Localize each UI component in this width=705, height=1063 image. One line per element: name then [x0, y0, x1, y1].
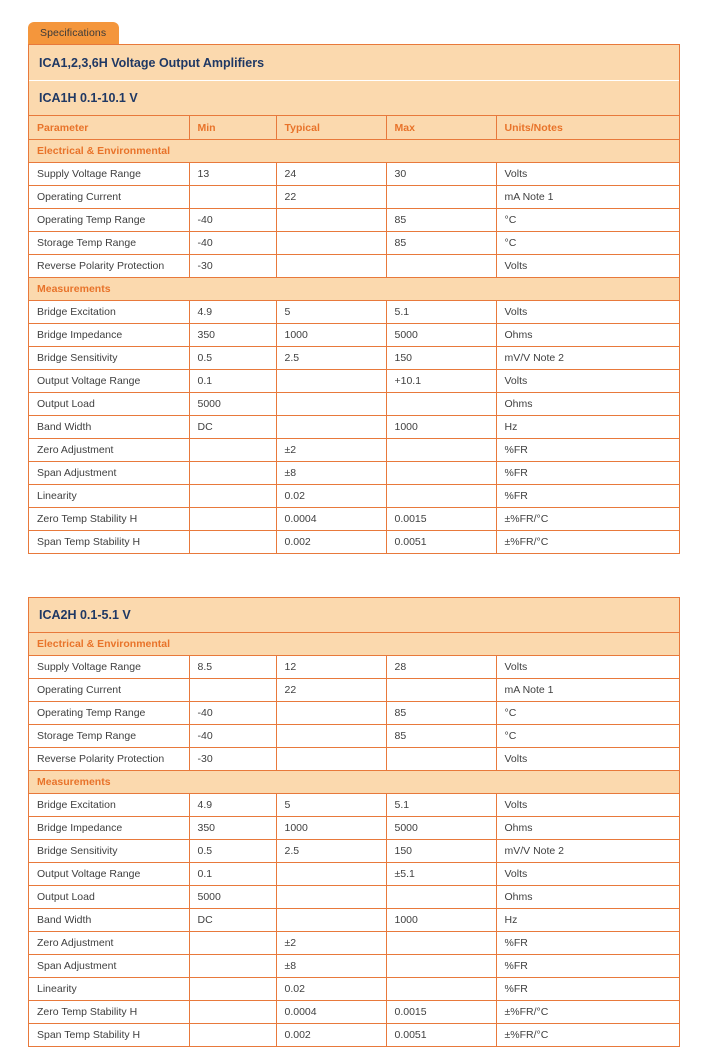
cell-max: 5.1	[386, 301, 496, 324]
table-row	[29, 656, 679, 679]
spec-table-panel-ica2h	[28, 597, 680, 1047]
cell-units: ±%FR/°C	[496, 508, 679, 531]
tab-specifications[interactable]: Specifications	[28, 22, 119, 44]
cell-min	[189, 1024, 276, 1047]
spec-table	[29, 598, 679, 1046]
column-header-1: Min	[189, 116, 276, 140]
table-row	[29, 679, 679, 702]
cell-typical: 0.0004	[276, 1001, 386, 1024]
table-subtitle-row	[29, 598, 679, 633]
cell-min: -40	[189, 232, 276, 255]
cell-units: Volts	[496, 255, 679, 278]
cell-parameter: Reverse Polarity Protection	[29, 255, 189, 278]
cell-typical: 22	[276, 186, 386, 209]
cell-max	[386, 886, 496, 909]
cell-min	[189, 439, 276, 462]
cell-parameter: Output Voltage Range	[29, 863, 189, 886]
cell-typical	[276, 702, 386, 725]
cell-typical: 22	[276, 679, 386, 702]
cell-units: ±%FR/°C	[496, 531, 679, 554]
cell-parameter: Linearity	[29, 978, 189, 1001]
spec-table-panel-ica1h	[28, 44, 680, 554]
column-header-2: Typical	[276, 116, 386, 140]
cell-min: -30	[189, 748, 276, 771]
cell-min: -40	[189, 209, 276, 232]
cell-typical	[276, 370, 386, 393]
cell-typical	[276, 886, 386, 909]
cell-typical: 5	[276, 794, 386, 817]
cell-parameter: Operating Current	[29, 679, 189, 702]
cell-max	[386, 485, 496, 508]
cell-typical: ±8	[276, 955, 386, 978]
table-row	[29, 370, 679, 393]
table-row	[29, 324, 679, 347]
cell-max	[386, 932, 496, 955]
cell-units: Hz	[496, 416, 679, 439]
cell-parameter: Bridge Sensitivity	[29, 347, 189, 370]
cell-min: 4.9	[189, 794, 276, 817]
cell-max: 0.0015	[386, 508, 496, 531]
table-row	[29, 347, 679, 370]
cell-units: mA Note 1	[496, 679, 679, 702]
table-row	[29, 416, 679, 439]
spec-table	[29, 45, 679, 553]
cell-max: 0.0015	[386, 1001, 496, 1024]
cell-parameter: Band Width	[29, 416, 189, 439]
cell-min	[189, 508, 276, 531]
column-header-0: Parameter	[29, 116, 189, 140]
cell-max: 1000	[386, 909, 496, 932]
section-header-row	[29, 771, 679, 794]
cell-parameter: Operating Current	[29, 186, 189, 209]
table-row	[29, 439, 679, 462]
cell-typical	[276, 232, 386, 255]
cell-parameter: Supply Voltage Range	[29, 163, 189, 186]
cell-min: DC	[189, 416, 276, 439]
cell-min: 0.1	[189, 863, 276, 886]
cell-parameter: Zero Temp Stability H	[29, 508, 189, 531]
cell-typical: 5	[276, 301, 386, 324]
table-row	[29, 393, 679, 416]
cell-units: mA Note 1	[496, 186, 679, 209]
cell-typical: ±8	[276, 462, 386, 485]
cell-parameter: Bridge Sensitivity	[29, 840, 189, 863]
table-row	[29, 725, 679, 748]
table-row	[29, 932, 679, 955]
cell-units: Volts	[496, 656, 679, 679]
cell-max	[386, 393, 496, 416]
cell-typical	[276, 209, 386, 232]
cell-min	[189, 932, 276, 955]
table-row	[29, 794, 679, 817]
cell-max	[386, 955, 496, 978]
table-subtitle: ICA1H 0.1-10.1 V	[29, 81, 679, 116]
cell-min: 5000	[189, 393, 276, 416]
spec-table-body	[29, 45, 679, 553]
cell-units: Volts	[496, 748, 679, 771]
cell-typical: 1000	[276, 817, 386, 840]
cell-max: 5000	[386, 817, 496, 840]
cell-units: ±%FR/°C	[496, 1001, 679, 1024]
cell-max: 0.0051	[386, 531, 496, 554]
cell-parameter: Bridge Impedance	[29, 324, 189, 347]
cell-units: Ohms	[496, 817, 679, 840]
table-row	[29, 886, 679, 909]
cell-min: 0.5	[189, 840, 276, 863]
cell-min: -40	[189, 725, 276, 748]
cell-parameter: Band Width	[29, 909, 189, 932]
cell-typical	[276, 393, 386, 416]
cell-parameter: Bridge Excitation	[29, 301, 189, 324]
cell-parameter: Span Temp Stability H	[29, 531, 189, 554]
cell-max: ±5.1	[386, 863, 496, 886]
cell-min	[189, 978, 276, 1001]
cell-max	[386, 978, 496, 1001]
section-header-label: Electrical & Environmental	[29, 140, 679, 163]
table-row	[29, 255, 679, 278]
table-row	[29, 955, 679, 978]
cell-units: Ohms	[496, 393, 679, 416]
cell-parameter: Zero Temp Stability H	[29, 1001, 189, 1024]
cell-typical: ±2	[276, 932, 386, 955]
cell-units: %FR	[496, 932, 679, 955]
cell-min: -30	[189, 255, 276, 278]
cell-typical: 2.5	[276, 347, 386, 370]
cell-units: %FR	[496, 978, 679, 1001]
cell-typical: 0.0004	[276, 508, 386, 531]
cell-typical: 2.5	[276, 840, 386, 863]
cell-typical	[276, 909, 386, 932]
cell-min	[189, 186, 276, 209]
cell-parameter: Bridge Impedance	[29, 817, 189, 840]
cell-typical	[276, 863, 386, 886]
table-row	[29, 863, 679, 886]
section-header-row	[29, 140, 679, 163]
cell-max	[386, 679, 496, 702]
table-title: ICA1,2,3,6H Voltage Output Amplifiers	[29, 45, 679, 81]
cell-max: 0.0051	[386, 1024, 496, 1047]
cell-typical: 12	[276, 656, 386, 679]
cell-parameter: Output Load	[29, 393, 189, 416]
cell-units: mV/V Note 2	[496, 347, 679, 370]
cell-typical: 1000	[276, 324, 386, 347]
table-row	[29, 209, 679, 232]
cell-min	[189, 485, 276, 508]
cell-max: 5000	[386, 324, 496, 347]
cell-typical	[276, 748, 386, 771]
cell-min: 8.5	[189, 656, 276, 679]
cell-min: -40	[189, 702, 276, 725]
cell-parameter: Output Load	[29, 886, 189, 909]
cell-typical	[276, 255, 386, 278]
cell-units: Volts	[496, 301, 679, 324]
cell-units: Volts	[496, 163, 679, 186]
cell-units: Volts	[496, 863, 679, 886]
cell-max: 5.1	[386, 794, 496, 817]
cell-max	[386, 255, 496, 278]
section-header-label: Measurements	[29, 278, 679, 301]
cell-typical	[276, 416, 386, 439]
cell-max	[386, 439, 496, 462]
cell-units: Hz	[496, 909, 679, 932]
cell-parameter: Operating Temp Range	[29, 702, 189, 725]
cell-parameter: Output Voltage Range	[29, 370, 189, 393]
cell-min: 350	[189, 817, 276, 840]
cell-typical: 0.02	[276, 978, 386, 1001]
cell-parameter: Span Temp Stability H	[29, 1024, 189, 1047]
cell-units: °C	[496, 725, 679, 748]
table-row	[29, 232, 679, 255]
cell-parameter: Span Adjustment	[29, 462, 189, 485]
cell-typical	[276, 725, 386, 748]
cell-parameter: Storage Temp Range	[29, 232, 189, 255]
table-row	[29, 1001, 679, 1024]
cell-parameter: Bridge Excitation	[29, 794, 189, 817]
table-row	[29, 840, 679, 863]
cell-max: 1000	[386, 416, 496, 439]
cell-parameter: Zero Adjustment	[29, 439, 189, 462]
cell-max	[386, 186, 496, 209]
table-title-row	[29, 45, 679, 81]
cell-min: 5000	[189, 886, 276, 909]
cell-min	[189, 1001, 276, 1024]
cell-parameter: Storage Temp Range	[29, 725, 189, 748]
cell-parameter: Zero Adjustment	[29, 932, 189, 955]
table-subtitle: ICA2H 0.1-5.1 V	[29, 598, 679, 633]
cell-typical: 0.02	[276, 485, 386, 508]
cell-parameter: Supply Voltage Range	[29, 656, 189, 679]
cell-max: 30	[386, 163, 496, 186]
cell-max: 150	[386, 840, 496, 863]
section-header-row	[29, 278, 679, 301]
cell-min: 0.1	[189, 370, 276, 393]
cell-max: +10.1	[386, 370, 496, 393]
table-row	[29, 163, 679, 186]
cell-max: 85	[386, 209, 496, 232]
cell-min	[189, 531, 276, 554]
table-row	[29, 909, 679, 932]
cell-max: 85	[386, 232, 496, 255]
cell-typical: 0.002	[276, 1024, 386, 1047]
table-row	[29, 702, 679, 725]
cell-min	[189, 462, 276, 485]
cell-min: 4.9	[189, 301, 276, 324]
cell-max	[386, 748, 496, 771]
cell-parameter: Linearity	[29, 485, 189, 508]
table-row	[29, 508, 679, 531]
cell-units: %FR	[496, 955, 679, 978]
cell-min: 13	[189, 163, 276, 186]
cell-units: %FR	[496, 485, 679, 508]
cell-max: 85	[386, 725, 496, 748]
cell-units: Ohms	[496, 886, 679, 909]
spec-table-body	[29, 598, 679, 1046]
table-row	[29, 186, 679, 209]
cell-max: 28	[386, 656, 496, 679]
section-header-row	[29, 633, 679, 656]
cell-typical: 0.002	[276, 531, 386, 554]
table-row	[29, 531, 679, 554]
column-header-3: Max	[386, 116, 496, 140]
cell-parameter: Reverse Polarity Protection	[29, 748, 189, 771]
cell-typical: ±2	[276, 439, 386, 462]
table-row	[29, 485, 679, 508]
cell-min	[189, 955, 276, 978]
column-header-row	[29, 116, 679, 140]
cell-units: Volts	[496, 794, 679, 817]
column-header-4: Units/Notes	[496, 116, 679, 140]
table-row	[29, 748, 679, 771]
cell-min: DC	[189, 909, 276, 932]
cell-units: ±%FR/°C	[496, 1024, 679, 1047]
section-header-label: Measurements	[29, 771, 679, 794]
cell-min: 350	[189, 324, 276, 347]
table-subtitle-row	[29, 81, 679, 116]
cell-units: %FR	[496, 462, 679, 485]
cell-max	[386, 462, 496, 485]
tab-strip	[28, 22, 119, 44]
cell-typical: 24	[276, 163, 386, 186]
cell-units: Ohms	[496, 324, 679, 347]
cell-units: °C	[496, 232, 679, 255]
cell-units: mV/V Note 2	[496, 840, 679, 863]
table-row	[29, 301, 679, 324]
cell-min	[189, 679, 276, 702]
cell-units: °C	[496, 702, 679, 725]
cell-units: %FR	[496, 439, 679, 462]
cell-min: 0.5	[189, 347, 276, 370]
table-row	[29, 817, 679, 840]
table-row	[29, 462, 679, 485]
table-row	[29, 1024, 679, 1047]
cell-units: °C	[496, 209, 679, 232]
cell-max: 150	[386, 347, 496, 370]
section-header-label: Electrical & Environmental	[29, 633, 679, 656]
cell-units: Volts	[496, 370, 679, 393]
cell-max: 85	[386, 702, 496, 725]
cell-parameter: Operating Temp Range	[29, 209, 189, 232]
table-row	[29, 978, 679, 1001]
cell-parameter: Span Adjustment	[29, 955, 189, 978]
